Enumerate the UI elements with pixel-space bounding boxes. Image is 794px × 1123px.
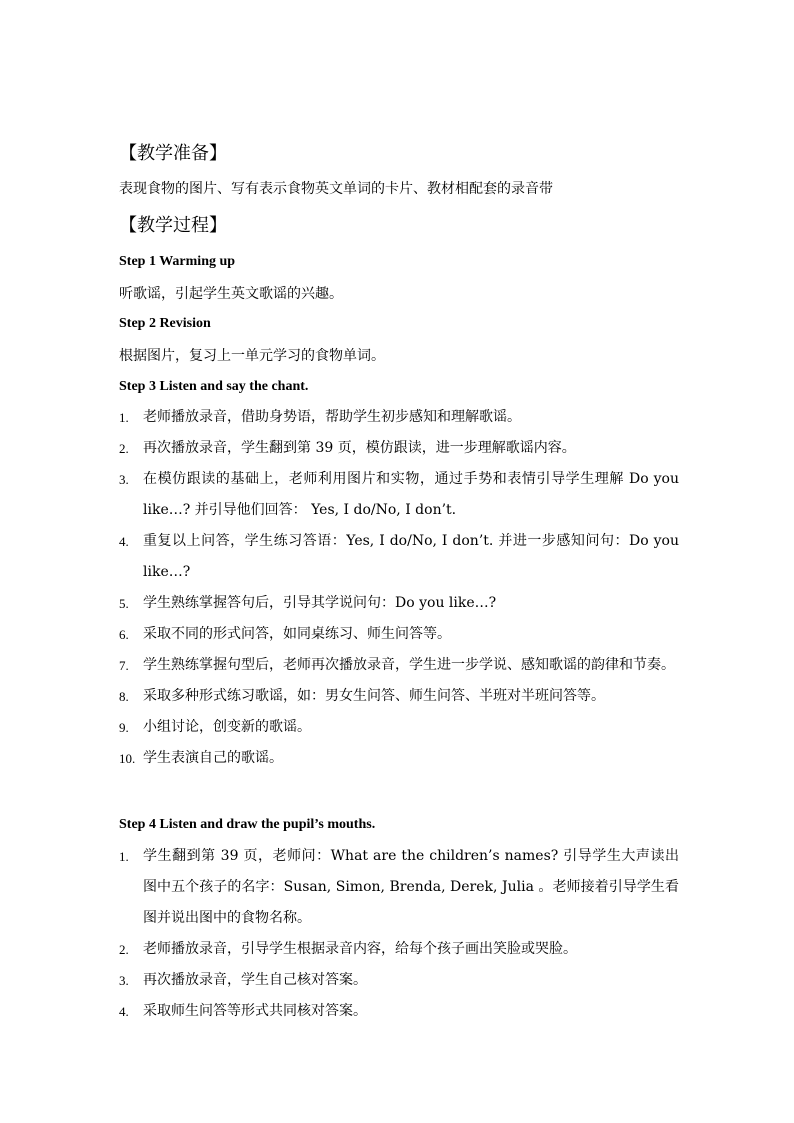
list-item-text: 采取多种形式练习歌谣，如：男女生问答、师生问答、半班对半班问答等。 xyxy=(143,688,605,704)
list-item xyxy=(119,841,679,934)
list-item xyxy=(119,526,679,588)
list-item-number: 9. xyxy=(119,720,129,735)
prep-text: 表现食物的图片、写有表示食物英文单词的卡片、教材相配套的录音带 xyxy=(119,181,553,197)
list-item-text: 重复以上问答，学生练习答语：Yes, I do/No, I don’t. 并进一步感知问句：Do you like…? xyxy=(143,533,679,580)
list-item-number: 4. xyxy=(119,534,129,549)
list-item-text: 再次播放录音，学生翻到第 39 页，模仿跟读，进一步理解歌谣内容。 xyxy=(143,440,576,456)
list-item xyxy=(119,433,679,464)
list-item-text: 老师播放录音，借助身势语，帮助学生初步感知和理解歌谣。 xyxy=(143,409,521,425)
step2-heading: Step 2 Revision xyxy=(119,316,211,331)
list-item xyxy=(119,588,679,619)
list-item-text: 老师播放录音，引导学生根据录音内容，给每个孩子画出笑脸或哭脸。 xyxy=(143,941,577,957)
list-item-number: 1. xyxy=(119,849,129,864)
list-item xyxy=(119,996,679,1027)
step1-heading: Step 1 Warming up xyxy=(119,254,236,269)
list-item-text: 小组讨论，创变新的歌谣。 xyxy=(143,719,311,735)
list-item-number: 8. xyxy=(119,689,129,704)
step3-list xyxy=(119,402,679,774)
list-item-number: 6. xyxy=(119,627,129,642)
list-item xyxy=(119,619,679,650)
list-item xyxy=(119,712,679,743)
step1-text: 听歌谣，引起学生英文歌谣的兴趣。 xyxy=(119,286,343,302)
list-item-text: 学生表演自己的歌谣。 xyxy=(143,750,283,766)
list-item-text: 学生翻到第 39 页，老师问：What are the children’s names? 引导学生大声读出图中五个孩子的名字：Susan, Simon, Brenda, Derek, Julia 。老师接着引导学生看图并说出图中的食物名称。 xyxy=(143,848,679,926)
list-item-text: 采取不同的形式问答，如同桌练习、师生问答等。 xyxy=(143,626,451,642)
list-item-number: 5. xyxy=(119,596,129,611)
step4-list xyxy=(119,841,679,1027)
step3-heading: Step 3 Listen and say the chant. xyxy=(119,379,309,394)
list-item-text: 采取师生问答等形式共同核对答案。 xyxy=(143,1003,367,1019)
list-item-text: 学生熟练掌握句型后，老师再次播放录音，学生进一步学说、感知歌谣的韵律和节奏。 xyxy=(143,657,675,673)
list-item xyxy=(119,681,679,712)
list-item-number: 2. xyxy=(119,942,129,957)
step4-heading: Step 4 Listen and draw the pupil’s mouths. xyxy=(119,817,376,832)
list-item-number: 10. xyxy=(119,751,136,766)
list-item-number: 7. xyxy=(119,658,129,673)
list-item-text: 再次播放录音，学生自己核对答案。 xyxy=(143,972,367,988)
list-item xyxy=(119,464,679,526)
list-item-number: 3. xyxy=(119,472,129,487)
list-item-text: 在模仿跟读的基础上，老师利用图片和实物，通过手势和表情引导学生理解 Do you like…? 并引导他们回答： Yes, I do/No, I don’t. xyxy=(143,471,679,518)
list-item xyxy=(119,965,679,996)
list-item xyxy=(119,934,679,965)
step2-text: 根据图片，复习上一单元学习的食物单词。 xyxy=(119,348,385,364)
list-item-number: 1. xyxy=(119,410,129,425)
list-item-text: 学生熟练掌握答句后，引导其学说问句：Do you like…? xyxy=(143,595,497,611)
process-heading: 【教学过程】 xyxy=(119,215,227,236)
list-item-number: 4. xyxy=(119,1004,129,1019)
list-item xyxy=(119,743,679,774)
prep-heading: 【教学准备】 xyxy=(119,143,227,164)
list-item-number: 3. xyxy=(119,973,129,988)
list-item xyxy=(119,650,679,681)
list-item xyxy=(119,402,679,433)
list-item-number: 2. xyxy=(119,441,129,456)
